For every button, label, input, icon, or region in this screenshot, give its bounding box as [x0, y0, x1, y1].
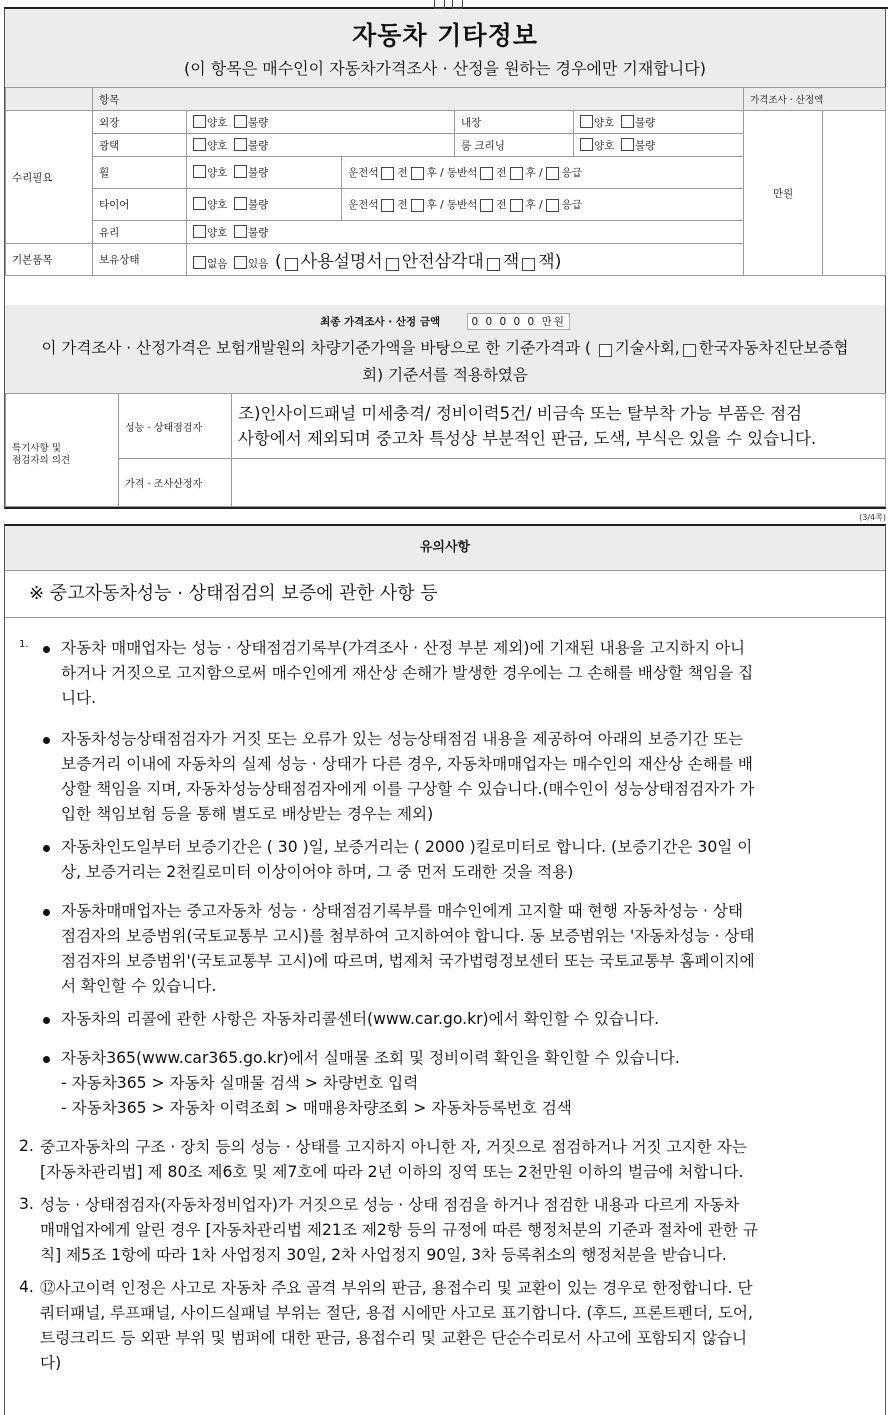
jack-checkbox[interactable] [487, 258, 500, 271]
tire-options: 양호 불량 [187, 189, 342, 221]
final-price-line [5, 313, 885, 330]
possession-options: 없음 있음 ( 사용설명서 안전삼각대 잭 잭) [187, 244, 744, 276]
previous-section-edge [0, 0, 892, 9]
org1-checkbox[interactable] [599, 344, 612, 357]
notice-item-1e: 자동차의 리콜에 관한 사항은 자동차리콜센터(www.car.go.kr)에서 확인할 수 있습니다. [61, 1010, 660, 1028]
row-label-polish: 광택 [93, 134, 187, 157]
row-label-glass: 유리 [93, 221, 187, 244]
item-number-4: 4. [19, 1278, 34, 1296]
row-label-tire: 타이어 [93, 189, 187, 221]
wheel-bad-checkbox[interactable] [234, 165, 247, 178]
col-header-item: 항목 [93, 88, 744, 111]
glass-options: 양호 불량 [187, 221, 744, 244]
notice-section [4, 524, 886, 1415]
room-clean-options: 양호 불량 [574, 134, 744, 157]
checkbox[interactable] [434, 0, 445, 9]
notice-item-4: ⑫사고이력 인정은 사고로 자동차 주요 골격 부위의 판금, 용접수리 및 교환이 있는 경우로 한정합니다. 단 쿼터패널, 루프패널, 사이드실패널 부위는 절단, 용접 시에만 사고로 표기합니다. (후드, 프론트펜더, 도어, 트렁크리드 등 외판 부위 및 범퍼에 대한 판금, 용접수리 및 교환은 단순수리로서 사고에 포함되지 않습니 다) [40, 1279, 753, 1372]
wheel-driver-rear-checkbox[interactable] [411, 167, 424, 180]
final-note-line1: 이 가격조사 · 산정가격은 보험개발원의 차량기준가액을 바탕으로 한 기준가격과 ( 기술사회, 한국자동차진단보증협 [41, 339, 849, 357]
item-number-2: 2. [19, 1137, 34, 1155]
price-value[interactable] [823, 111, 886, 276]
row-label-room-clean: 룸 크리닝 [455, 134, 574, 157]
tire-positions: 운전석 전 후 / 동반석 전 후 / 응급 [342, 189, 744, 221]
notice-title: 유의사항 [5, 526, 885, 571]
notice-item-2: 중고자동차의 구조 · 장치 등의 성능 · 상태를 고지하지 아니한 자, 거짓으로 점검하거나 거짓 고지한 자는 [자동차관리법] 제 80조 제6호 및 제7호에 따라 2년 이하의 징역 또는 2천만원 이하의 벌금에 처합니다. [40, 1138, 747, 1181]
opinion-label: 특기사항 및 점검자의 의견 [6, 394, 119, 507]
final-price-box [5, 305, 885, 394]
tire-passenger-rear-checkbox[interactable] [510, 199, 523, 212]
polish-bad-checkbox[interactable] [234, 138, 247, 151]
notice-item-1c: 자동차인도일부터 보증기간은 ( 30 )일, 보증거리는 ( 2000 )킬로미터로 합니다. (보증기간은 30일 이 상, 보증거리는 2천킬로미터 이상이어야 하며, 그 중 먼저 도래한 것을 적용) [61, 838, 753, 881]
page-number: (3/4쪽) [859, 513, 886, 522]
triangle-checkbox[interactable] [386, 258, 399, 271]
section-title: 자동차 기타정보 [352, 21, 538, 50]
bullet [43, 1056, 50, 1063]
col-header-price: 가격조사 · 산정액 [744, 88, 886, 111]
wheel-positions: 운전석 전 후 / 동반석 전 후 / 응급 [342, 157, 744, 189]
vehicle-other-info-section [4, 9, 886, 509]
bullet [43, 845, 50, 852]
final-price-label: 최종 가격조사 · 산정 금액 [320, 316, 441, 328]
wheel-options: 양호 불량 [187, 157, 342, 189]
interior-good-checkbox[interactable] [580, 115, 593, 128]
section-header [5, 9, 885, 88]
polish-good-checkbox[interactable] [193, 138, 206, 151]
tire-bad-checkbox[interactable] [234, 197, 247, 210]
bullet [43, 1017, 50, 1024]
wheel-emergency-checkbox[interactable] [546, 167, 559, 180]
bullet [43, 909, 50, 916]
tire-passenger-front-checkbox[interactable] [480, 199, 493, 212]
tire-good-checkbox[interactable] [193, 197, 206, 210]
wheel-passenger-front-checkbox[interactable] [480, 167, 493, 180]
glass-good-checkbox[interactable] [193, 225, 206, 238]
manual-checkbox[interactable] [285, 258, 298, 271]
inspector-opinion: 조)인사이드패널 미세충격/ 정비이력5건/ 비금속 또는 탈부착 가능 부품은 점검 사항에서 제외되며 중고차 특성상 부분적인 판금, 도색, 부식은 있을 수 있습니다. [232, 394, 886, 459]
appraiser-label: 가격 · 조사산정자 [119, 459, 232, 507]
opinion-table [5, 393, 886, 507]
repair-needed-label: 수리필요 [6, 111, 93, 244]
notice-item-1b: 자동차성능상태점검자가 거짓 또는 오류가 있는 성능상태점검 내용을 제공하여 아래의 보증기간 또는 보증거리 이내에 자동차의 실제 성능 · 상태가 다른 경우, 자동차매매업자는 매수인의 재산상 손해를 배 상할 책임을 지며, 자동차성능상태점검자에게 이를 구상할 수 있습니다.(매수인이 성능상태점검자가 가 입한 책임보험 등을 통해 별도로 배상받는 경우는 제외) [61, 730, 755, 823]
interior-bad-checkbox[interactable] [621, 115, 634, 128]
final-price-amount[interactable]: 0 0 0 0 0 만원 [467, 313, 569, 330]
bullet [43, 737, 50, 744]
room-clean-good-checkbox[interactable] [580, 138, 593, 151]
wheel-good-checkbox[interactable] [193, 165, 206, 178]
interior-options: 양호 불량 [574, 111, 744, 134]
tire-driver-rear-checkbox[interactable] [411, 199, 424, 212]
notice-item-1a: 자동차 매매업자는 성능 · 상태점검기록부(가격조사 · 산정 부분 제외)에 기재된 내용을 고지하지 아니 하거나 거짓으로 고지함으로써 매수인에게 재산상 손해가 발생한 경우에는 그 손해를 배상할 책임을 집 니다. [61, 639, 754, 707]
section-subtitle: (이 항목은 매수인이 자동차가격조사 · 산정을 원하는 경우에만 기재합니다) [184, 59, 706, 78]
org2-checkbox[interactable] [683, 344, 696, 357]
exterior-bad-checkbox[interactable] [234, 115, 247, 128]
row-label-possession: 보유상태 [93, 244, 187, 276]
wrench-checkbox[interactable] [522, 258, 535, 271]
tire-emergency-checkbox[interactable] [546, 199, 559, 212]
other-info-table [5, 87, 886, 276]
wheel-passenger-rear-checkbox[interactable] [510, 167, 523, 180]
bullet [43, 646, 50, 653]
item-number-1: 1. [19, 639, 29, 650]
exterior-good-checkbox[interactable] [193, 115, 206, 128]
tire-driver-front-checkbox[interactable] [381, 199, 394, 212]
row-label-exterior: 외장 [93, 111, 187, 134]
price-unit: 만원 [744, 111, 823, 276]
glass-bad-checkbox[interactable] [234, 225, 247, 238]
possession-have-checkbox[interactable] [234, 256, 247, 269]
exterior-options: 양호 불량 [187, 111, 455, 134]
inspector-label: 성능 · 상태점검자 [119, 394, 232, 459]
notice-subtitle: ※ 중고자동차성능 · 상태점검의 보증에 관한 사항 등 [5, 571, 885, 618]
checkbox[interactable] [452, 0, 463, 9]
row-label-interior: 내장 [455, 111, 574, 134]
appraiser-opinion[interactable] [232, 459, 886, 507]
basic-items-label: 기본품목 [6, 244, 93, 276]
room-clean-bad-checkbox[interactable] [621, 138, 634, 151]
notice-item-3: 성능 · 상태점검자(자동차정비업자)가 거짓으로 성능 · 상태 점검을 하거나 점검한 내용과 다르게 자동차 매매업자에게 알린 경우 [자동차관리법 제21조 제2항 등의 규정에 따른 행정처분의 기준과 절차에 관한 규 칙] 제5조 1항에 따라 1차 사업정지 30일, 2차 사업정지 90일, 3차 등록취소의 행정처분을 받습니다. [40, 1196, 758, 1264]
possession-none-checkbox[interactable] [193, 256, 206, 269]
final-note-line2: 회) 기준서를 적용하였음 [362, 366, 528, 384]
wheel-driver-front-checkbox[interactable] [381, 167, 394, 180]
row-label-wheel: 휠 [93, 157, 187, 189]
polish-options: 양호 불량 [187, 134, 455, 157]
notice-item-1d: 자동차매매업자는 중고자동차 성능 · 상태점검기록부를 매수인에게 고지할 때 현행 자동차성능 · 상태 점검자의 보증범위(국토교통부 고시)를 첨부하여 고지하여야 합니다. 동 보증범위는 '자동차성능 · 상태 점검자의 보증범위'(국토교통부 고시)에 따르며, 법제처 국가법령정보센터 또는 국토교통부 홈페이지에 서 확인할 수 있습니다. [61, 902, 755, 995]
item-number-3: 3. [19, 1195, 34, 1213]
notice-item-1f: 자동차365(www.car365.go.kr)에서 실매물 조회 및 정비이력 확인을 확인할 수 있습니다. - 자동차365 > 자동차 실매물 검색 > 차량번호 입력 - 자동차365 > 자동차 이력조회 > 매매용차량조회 > 자동차등록번호 검색 [61, 1049, 680, 1117]
